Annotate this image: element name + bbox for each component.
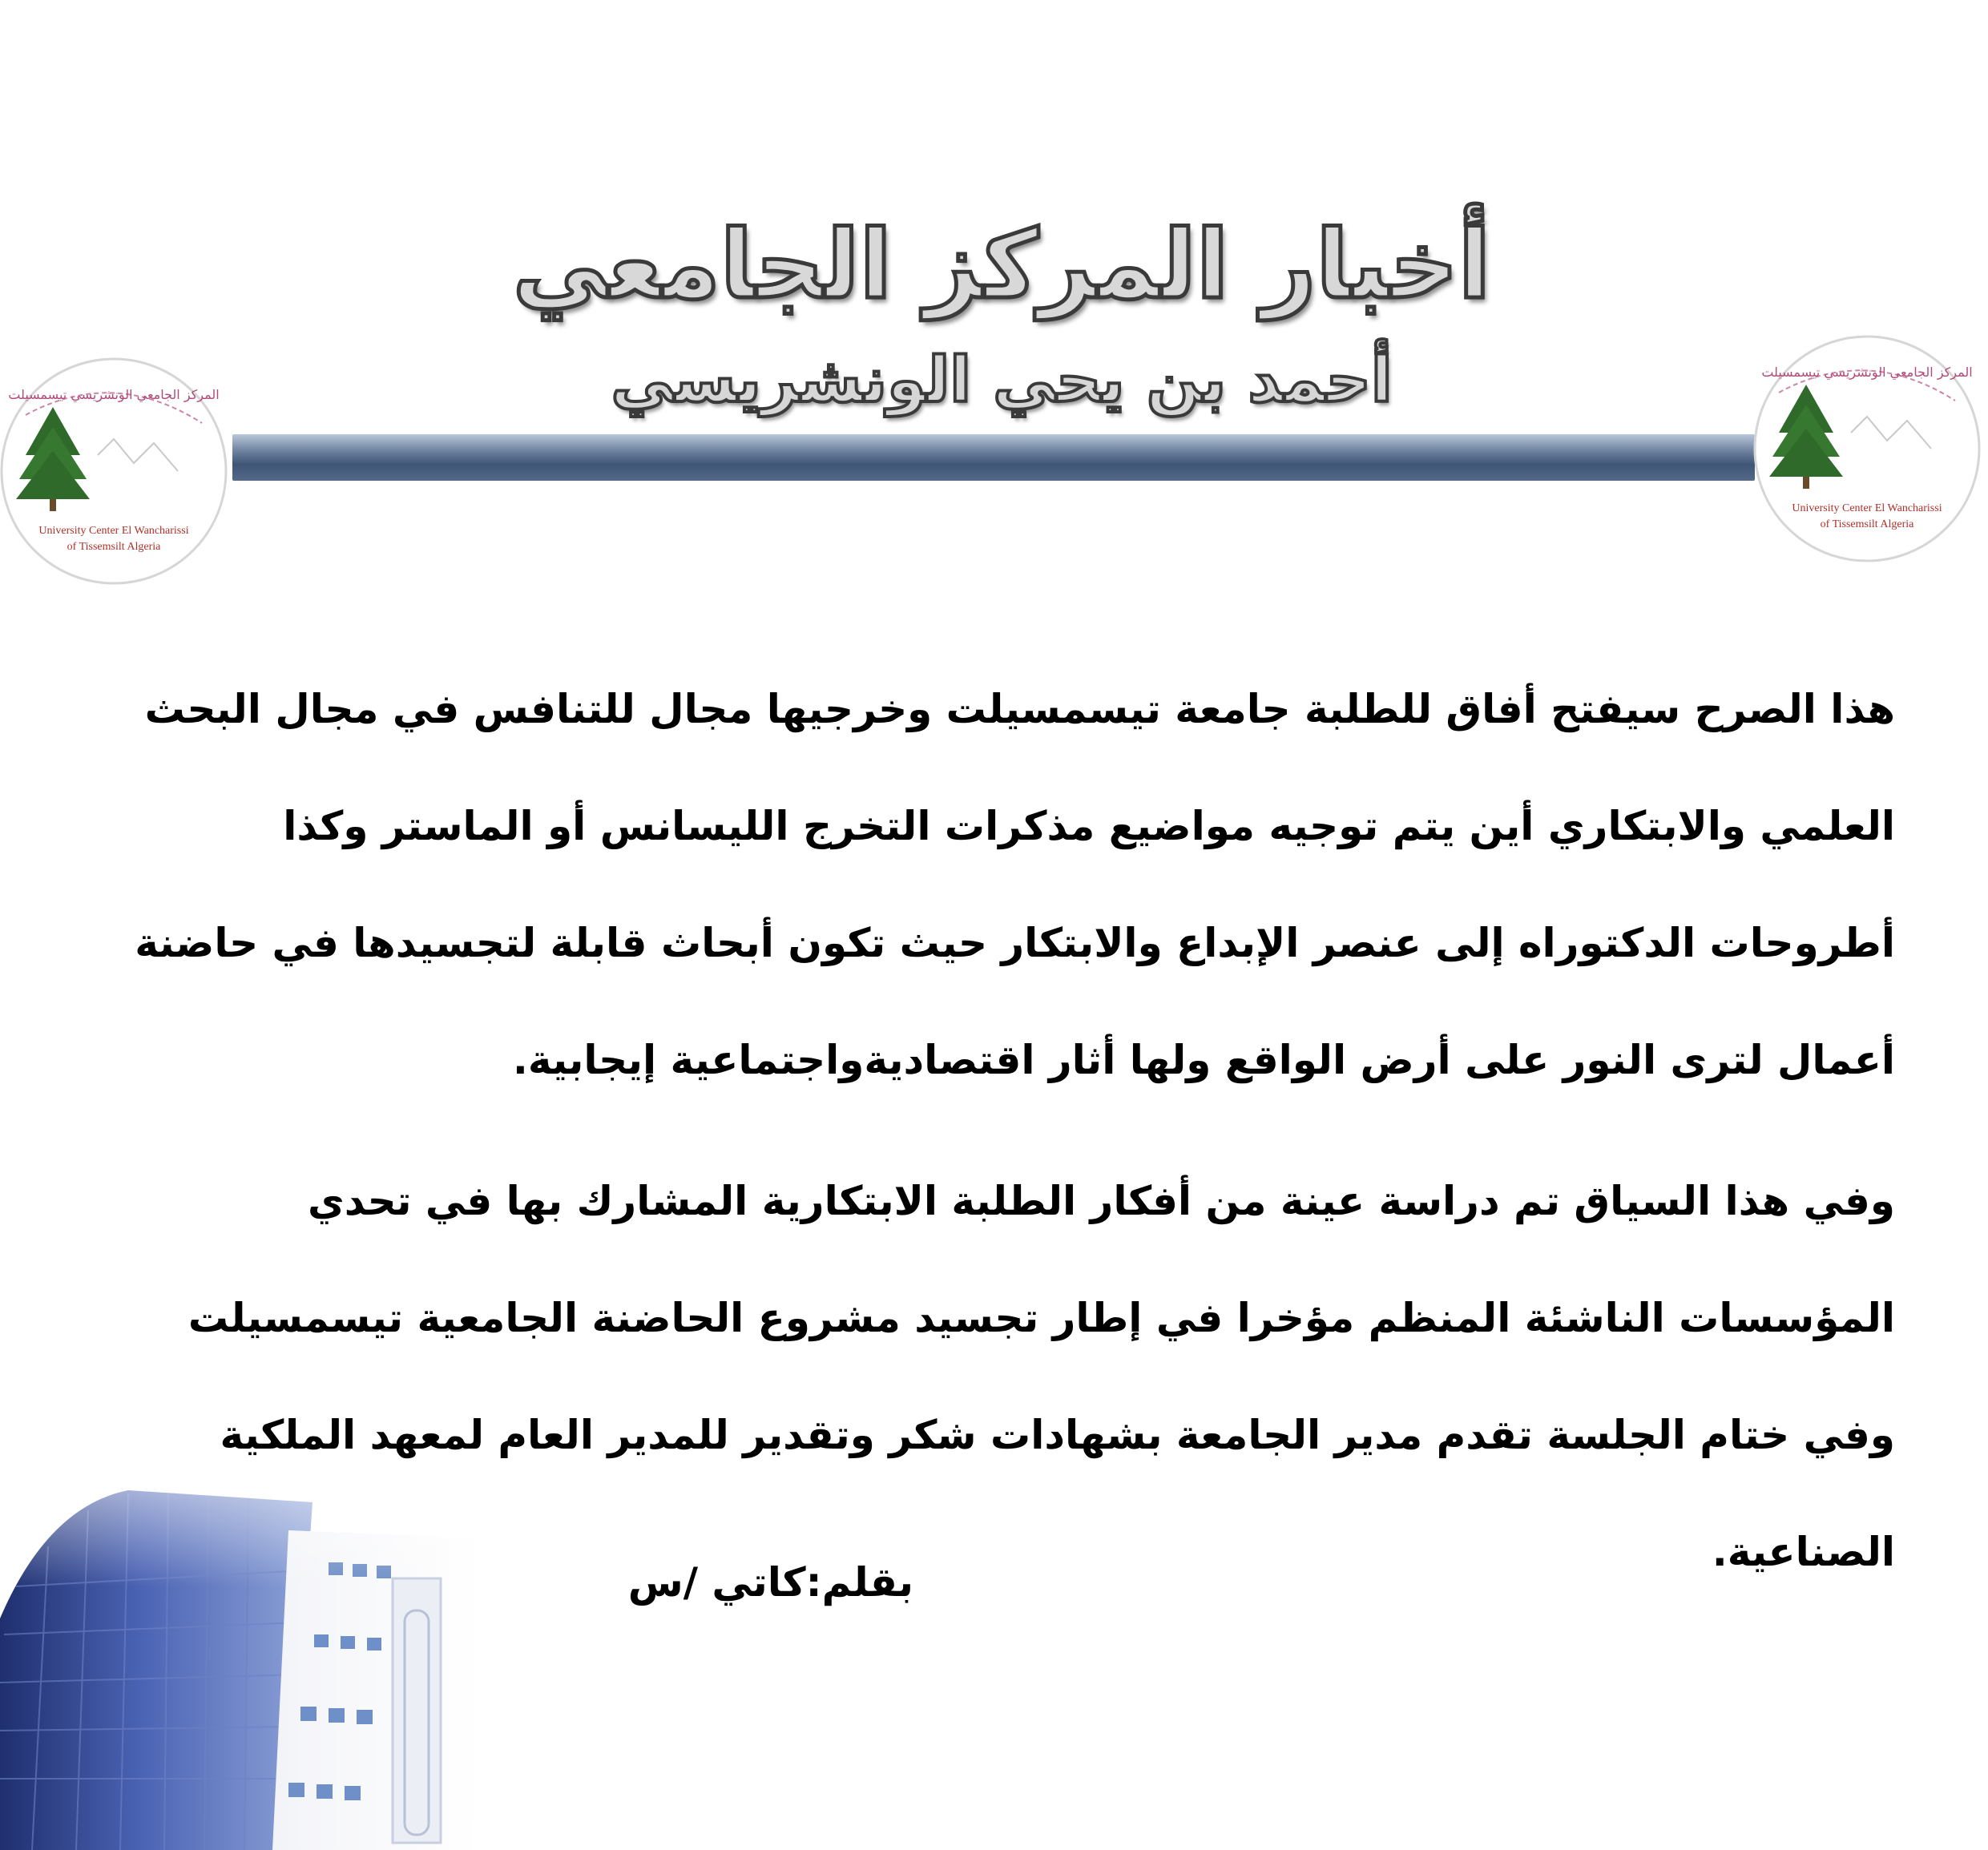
- logo-arabic-ring-text: المركز الجامعي الونشريسي تيسمسيلت: [8, 387, 220, 402]
- page-title: أخبار المركز الجامعي: [512, 209, 1491, 320]
- header-divider-bar: [232, 434, 1755, 481]
- logo-english-line-2: of Tissemsilt Algeria: [67, 541, 161, 553]
- university-emblem-icon-right: [1747, 328, 1987, 569]
- page-subtitle: أحمد بن يحي الونشريسي: [611, 345, 1393, 417]
- logo-english-line-1: University Center El Wancharissi: [38, 525, 189, 537]
- building-photo: [0, 1474, 513, 1850]
- article-paragraph-1: هذا الصرح سيفتح أفاق للطلبة جامعة تيسمسيلت وخرجيها مجال للتنافس في مجال البحث العلمي والابتكاري أين يتم توجيه مواضيع مذكرات التخرج الليسانس أو الماستر وكذا أطروحات الدكتوراه إلى عنصر الإبداع والابتكار حيث تكون أبحاث قابلة لتجسيدها في حاضنة أعمال لترى النور على أرض الواقع ولها أثار اقتصاديةواجتماعية إيجابية.: [135, 686, 1895, 1083]
- university-emblem-icon-left: [0, 351, 234, 591]
- logo-english-line-2: of Tissemsilt Algeria: [1820, 518, 1914, 530]
- logo-arabic-ring-text: المركز الجامعي الونشريسي تيسمسيلت: [1761, 365, 1973, 380]
- article-paragraph-2: وفي هذا السياق تم دراسة عينة من أفكار الطلبة الابتكارية المشارك بها في تحدي المؤسسات الناشئة المنظم مؤخرا في إطار تجسيد مشروع الحاضنة الجامعية تيسمسيلت وفي ختام الجلسة تقدم مدير الجامعة بشهادات شكر وتقدير للمدير العام لمعهد الملكية الصناعية.: [188, 1178, 1895, 1575]
- author-signature: بقلم:كاتي /س: [627, 1559, 913, 1606]
- logo-english-line-1: University Center El Wancharissi: [1792, 502, 1942, 514]
